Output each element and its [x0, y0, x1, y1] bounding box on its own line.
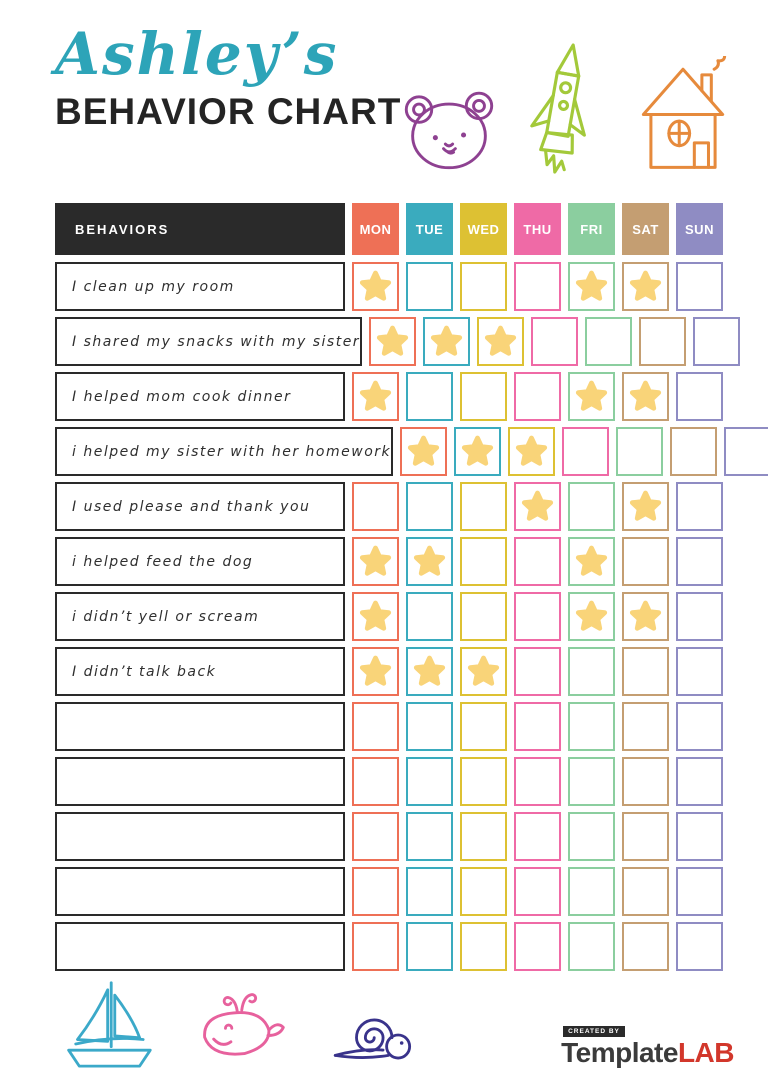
- day-cell-wed[interactable]: [477, 317, 524, 366]
- day-cell-fri[interactable]: [568, 867, 615, 916]
- day-cell-thu[interactable]: [514, 482, 561, 531]
- day-cell-sun[interactable]: [676, 922, 723, 971]
- day-cell-tue[interactable]: [406, 702, 453, 751]
- behavior-label: i helped feed the dog: [72, 553, 254, 570]
- day-cell-sun[interactable]: [676, 757, 723, 806]
- day-cell-thu[interactable]: [514, 592, 561, 641]
- behavior-row: [55, 317, 723, 366]
- day-cell-fri[interactable]: [568, 372, 615, 421]
- day-cell-tue[interactable]: [406, 537, 453, 586]
- day-cell-wed[interactable]: [460, 262, 507, 311]
- behavior-chart: [55, 203, 723, 977]
- star-icon: [575, 270, 608, 303]
- day-cell-tue[interactable]: [454, 427, 501, 476]
- behavior-row: [55, 812, 723, 861]
- day-cell-fri[interactable]: [568, 922, 615, 971]
- day-cell-thu[interactable]: [514, 647, 561, 696]
- day-cell-fri[interactable]: [568, 592, 615, 641]
- star-icon: [359, 380, 392, 413]
- day-cell-thu[interactable]: [514, 262, 561, 311]
- day-cell-thu[interactable]: [531, 317, 578, 366]
- day-cell-sun[interactable]: [676, 702, 723, 751]
- behavior-label: i helped my sister with her homework: [72, 443, 392, 460]
- day-cell-sat[interactable]: [622, 592, 669, 641]
- day-cell-sun[interactable]: [676, 812, 723, 861]
- day-cell-mon[interactable]: [369, 317, 416, 366]
- day-cell-sun[interactable]: [693, 317, 740, 366]
- day-cell-wed[interactable]: [508, 427, 555, 476]
- day-cell-wed[interactable]: [460, 592, 507, 641]
- day-cell-sun[interactable]: [676, 867, 723, 916]
- behavior-label-box[interactable]: [55, 702, 345, 751]
- star-icon: [575, 545, 608, 578]
- day-cell-mon[interactable]: [352, 537, 399, 586]
- chart-header-row: [55, 203, 723, 255]
- day-cell-mon[interactable]: [352, 647, 399, 696]
- day-cell-sat[interactable]: [622, 482, 669, 531]
- behavior-row: [55, 757, 723, 806]
- day-cell-mon[interactable]: [352, 867, 399, 916]
- day-cell-tue[interactable]: [406, 592, 453, 641]
- day-cell-sun[interactable]: [676, 537, 723, 586]
- behavior-row: [55, 922, 723, 971]
- day-cell-tue[interactable]: [406, 812, 453, 861]
- behavior-row: [55, 647, 723, 696]
- star-icon: [376, 325, 409, 358]
- day-cell-sat[interactable]: [670, 427, 717, 476]
- day-cell-sun[interactable]: [676, 262, 723, 311]
- day-cell-thu[interactable]: [514, 812, 561, 861]
- star-icon: [430, 325, 463, 358]
- day-cell-tue[interactable]: [406, 922, 453, 971]
- behavior-label-box[interactable]: [55, 262, 345, 311]
- star-icon: [359, 655, 392, 688]
- brand-template: Template: [561, 1037, 678, 1068]
- day-cell-sat[interactable]: [622, 922, 669, 971]
- behavior-row: [55, 867, 723, 916]
- day-cell-tue[interactable]: [406, 757, 453, 806]
- day-cell-thu[interactable]: [514, 702, 561, 751]
- day-header-mon: MON: [352, 203, 399, 255]
- day-cell-wed[interactable]: [460, 482, 507, 531]
- day-cell-mon[interactable]: [352, 372, 399, 421]
- day-cell-mon[interactable]: [352, 812, 399, 861]
- day-cell-wed[interactable]: [460, 647, 507, 696]
- day-cell-sat[interactable]: [622, 867, 669, 916]
- day-cell-thu[interactable]: [562, 427, 609, 476]
- behavior-row: [55, 592, 723, 641]
- star-icon: [413, 545, 446, 578]
- house-icon: [624, 56, 742, 174]
- day-cell-fri[interactable]: [568, 482, 615, 531]
- star-icon: [575, 600, 608, 633]
- behavior-label-box[interactable]: [55, 812, 345, 861]
- day-cell-sun[interactable]: [724, 427, 768, 476]
- day-header-tue: TUE: [406, 203, 453, 255]
- day-cell-mon[interactable]: [352, 702, 399, 751]
- behavior-row: [55, 372, 723, 421]
- day-cell-sun[interactable]: [676, 647, 723, 696]
- day-header-thu: THU: [514, 203, 561, 255]
- brand-lab: LAB: [677, 1037, 734, 1068]
- day-header-sun: SUN: [676, 203, 723, 255]
- day-cell-sat[interactable]: [622, 757, 669, 806]
- day-cell-thu[interactable]: [514, 372, 561, 421]
- star-icon: [629, 600, 662, 633]
- brand-logo: [561, 1020, 734, 1067]
- day-cell-thu[interactable]: [514, 537, 561, 586]
- title-script: Ashley’s: [55, 20, 339, 88]
- day-cell-wed[interactable]: [460, 867, 507, 916]
- day-header-wed: WED: [460, 203, 507, 255]
- day-cell-fri[interactable]: [568, 702, 615, 751]
- created-by-badge: CREATED BY: [563, 1026, 625, 1037]
- day-cell-wed[interactable]: [460, 372, 507, 421]
- day-cell-fri[interactable]: [568, 537, 615, 586]
- rocket-icon: [519, 40, 604, 188]
- behavior-label: I helped mom cook dinner: [72, 388, 292, 405]
- behavior-row: [55, 262, 723, 311]
- day-cell-sat[interactable]: [622, 812, 669, 861]
- behaviors-header-cell: BEHAVIORS: [55, 203, 345, 255]
- top-decorations: [399, 40, 742, 188]
- title-block: [55, 20, 402, 133]
- day-cell-sun[interactable]: [676, 372, 723, 421]
- snail-icon: [328, 1004, 416, 1066]
- day-cell-mon[interactable]: [352, 262, 399, 311]
- day-cell-fri[interactable]: [568, 262, 615, 311]
- day-cell-sat[interactable]: [622, 702, 669, 751]
- star-icon: [515, 435, 548, 468]
- star-icon: [413, 655, 446, 688]
- day-cell-wed[interactable]: [460, 922, 507, 971]
- day-cell-sat[interactable]: [622, 537, 669, 586]
- day-cell-sat[interactable]: [622, 262, 669, 311]
- behavior-label-box[interactable]: [55, 482, 345, 531]
- day-cell-thu[interactable]: [514, 922, 561, 971]
- star-icon: [629, 380, 662, 413]
- star-icon: [629, 490, 662, 523]
- behavior-label-box[interactable]: [55, 537, 345, 586]
- behavior-label-box[interactable]: [55, 427, 393, 476]
- day-cell-wed[interactable]: [460, 702, 507, 751]
- brand-wordmark: [561, 1039, 734, 1067]
- behavior-row: [55, 427, 723, 476]
- behavior-label: I didn’t talk back: [72, 663, 217, 680]
- star-icon: [521, 490, 554, 523]
- behavior-label-box[interactable]: [55, 592, 345, 641]
- behavior-label-box[interactable]: [55, 757, 345, 806]
- day-cell-mon[interactable]: [352, 482, 399, 531]
- day-cell-fri[interactable]: [568, 812, 615, 861]
- day-cell-sat[interactable]: [639, 317, 686, 366]
- day-cell-tue[interactable]: [406, 372, 453, 421]
- star-icon: [629, 270, 662, 303]
- bear-icon: [399, 86, 499, 174]
- day-cell-sat[interactable]: [622, 372, 669, 421]
- chart-rows: [55, 262, 723, 971]
- bottom-decorations: [58, 974, 416, 1074]
- day-cell-tue[interactable]: [406, 482, 453, 531]
- behavior-label: I clean up my room: [72, 278, 235, 295]
- day-cell-fri[interactable]: [568, 757, 615, 806]
- behavior-label: I shared my snacks with my sister: [72, 333, 361, 350]
- behavior-row: [55, 482, 723, 531]
- day-cell-tue[interactable]: [406, 262, 453, 311]
- day-cell-mon[interactable]: [352, 922, 399, 971]
- day-cell-fri[interactable]: [585, 317, 632, 366]
- day-cell-tue[interactable]: [423, 317, 470, 366]
- day-cell-tue[interactable]: [406, 647, 453, 696]
- behavior-row: [55, 702, 723, 751]
- sailboat-icon: [58, 974, 160, 1074]
- behavior-label-box[interactable]: [55, 317, 362, 366]
- day-cell-thu[interactable]: [514, 757, 561, 806]
- star-icon: [461, 435, 494, 468]
- day-cell-mon[interactable]: [400, 427, 447, 476]
- day-cell-thu[interactable]: [514, 867, 561, 916]
- star-icon: [575, 380, 608, 413]
- behavior-label-box[interactable]: [55, 372, 345, 421]
- star-icon: [359, 270, 392, 303]
- behavior-label-box[interactable]: [55, 867, 345, 916]
- day-cell-sun[interactable]: [676, 482, 723, 531]
- star-icon: [407, 435, 440, 468]
- day-cell-mon[interactable]: [352, 757, 399, 806]
- behavior-row: [55, 537, 723, 586]
- star-icon: [467, 655, 500, 688]
- behavior-label: i didn’t yell or scream: [72, 608, 260, 625]
- day-cell-wed[interactable]: [460, 812, 507, 861]
- behavior-label-box[interactable]: [55, 922, 345, 971]
- whale-icon: [192, 980, 296, 1072]
- star-icon: [359, 600, 392, 633]
- day-cell-wed[interactable]: [460, 537, 507, 586]
- day-cell-tue[interactable]: [406, 867, 453, 916]
- day-cell-sat[interactable]: [622, 647, 669, 696]
- page-title: BEHAVIOR CHART: [55, 90, 402, 132]
- star-icon: [359, 545, 392, 578]
- behavior-label-box[interactable]: [55, 647, 345, 696]
- day-cell-fri[interactable]: [616, 427, 663, 476]
- day-header-fri: FRI: [568, 203, 615, 255]
- day-cell-fri[interactable]: [568, 647, 615, 696]
- day-header-sat: SAT: [622, 203, 669, 255]
- behavior-label: I used please and thank you: [72, 498, 311, 515]
- star-icon: [484, 325, 517, 358]
- day-cell-mon[interactable]: [352, 592, 399, 641]
- day-cell-sun[interactable]: [676, 592, 723, 641]
- day-cell-wed[interactable]: [460, 757, 507, 806]
